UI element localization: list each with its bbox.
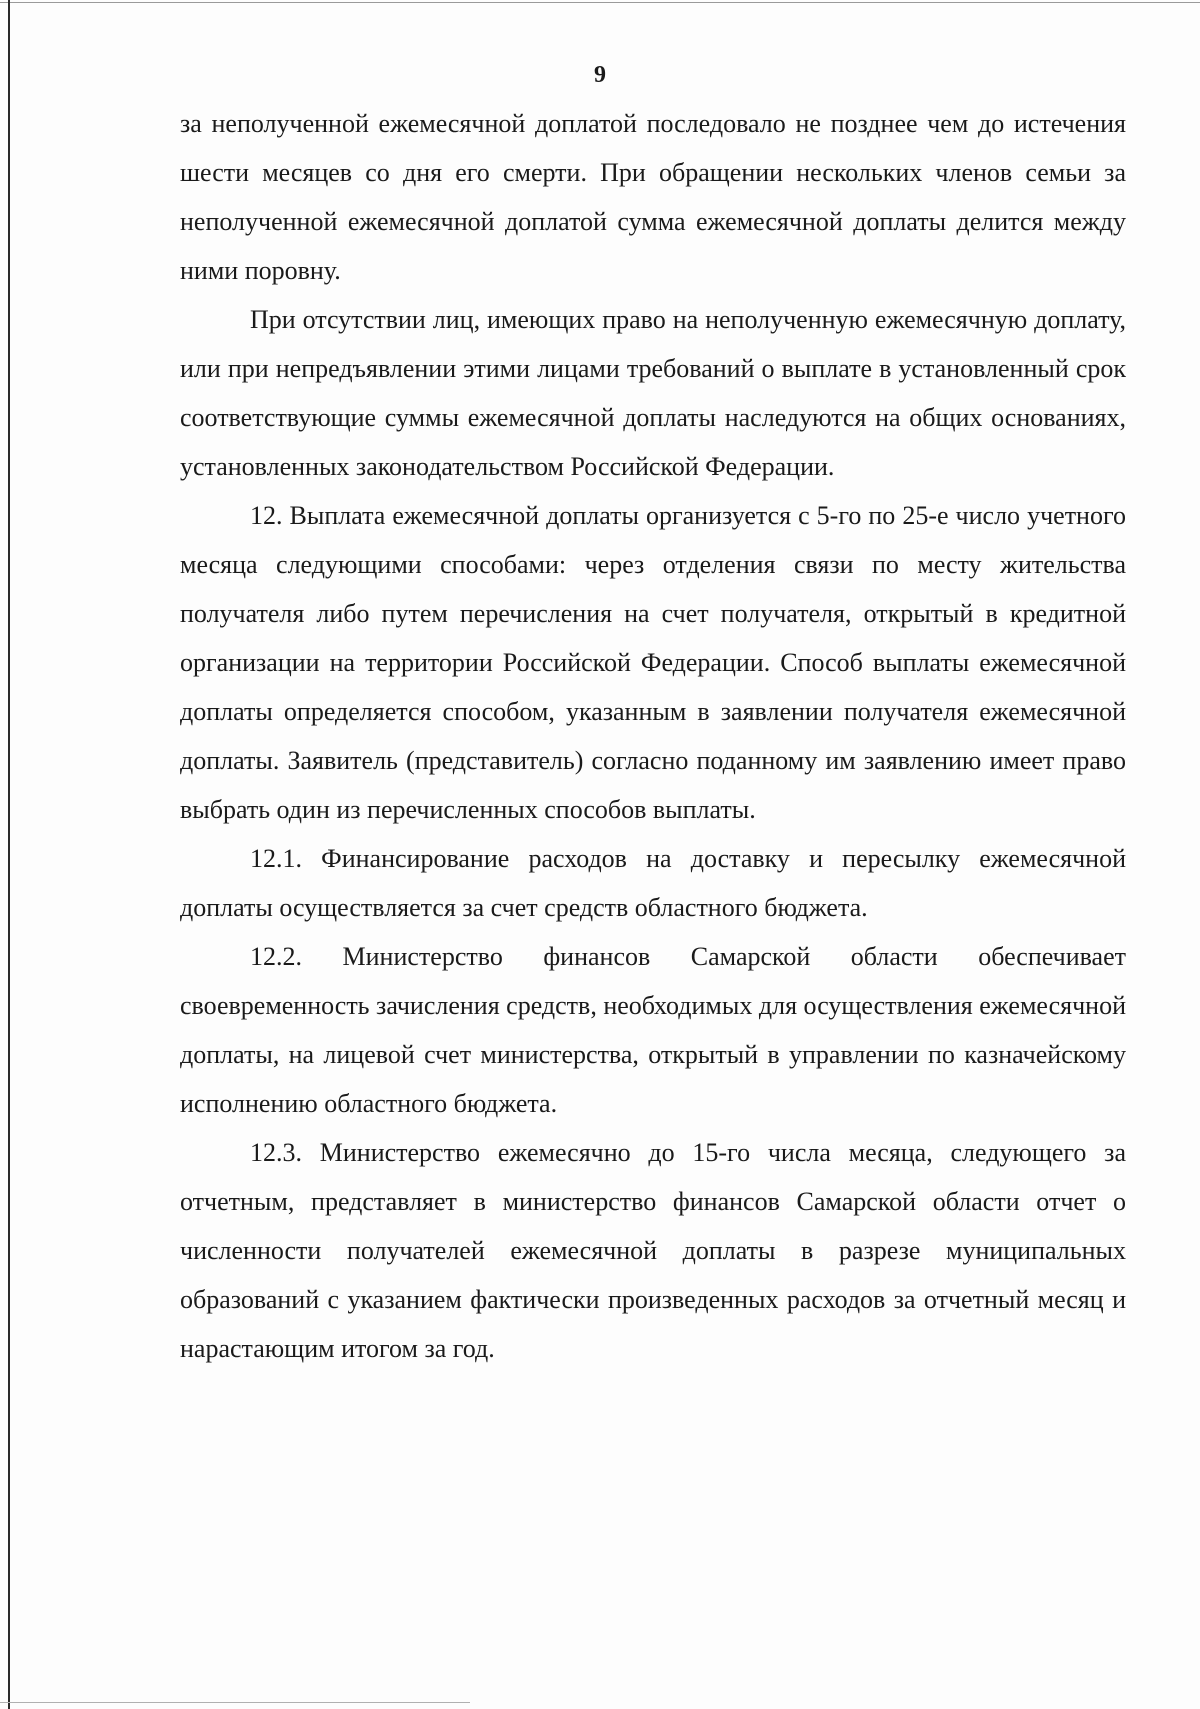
scan-edge-left xyxy=(8,0,10,1709)
paragraph-clause-12-3: 12.3. Министерство ежемесячно до 15-го числа месяца, следующего за отчетным, представляет в министерство финансов Самарской области отчет о численности получателей ежемесячной доплаты в разрезе муниципальных образований с указанием фактически произведенных расходов за отчетный месяц и нарастающим итогом за год. xyxy=(180,1138,1126,1363)
paragraph-inheritance: При отсутствии лиц, имеющих право на неполученную ежемесячную доплату, или при непредъявлении этими лицами требований о выплате в установленный срок соответствующие суммы ежемесячной доплаты наследуются на общих основаниях, установленных законодательством Российской Федерации. xyxy=(180,305,1126,481)
paragraph-clause-12: 12. Выплата ежемесячной доплаты организуется с 5-го по 25-е число учетного месяца следующими способами: через отделения связи по месту жительства получателя либо путем перечисления на счет получателя, открытый в кредитной организации на территории Российской Федерации. Способ выплаты ежемесячной доплаты определяется способом, указанным в заявлении получателя ежемесячной доплаты. Заявитель (представитель) согласно поданному им заявлению имеет право выбрать один из перечисленных способов выплаты. xyxy=(180,501,1126,824)
paragraph-continuation: за неполученной ежемесячной доплатой последовало не позднее чем до истечения шести месяцев со дня его смерти. При обращении нескольких членов семьи за неполученной ежемесячной доплатой сумма ежемесячной доплаты делится между ними поровну. xyxy=(180,109,1126,285)
paragraph-clause-12-2: 12.2. Министерство финансов Самарской области обеспечивает своевременность зачисления средств, необходимых для осуществления ежемесячной доплаты, на лицевой счет министерства, открытый в управлении по казначейскому исполнению областного бюджета. xyxy=(180,942,1126,1118)
document-body xyxy=(180,99,1126,1373)
scan-edge-top xyxy=(0,2,1200,3)
scan-edge-bottom xyxy=(0,1702,470,1703)
page-number: 9 xyxy=(594,62,606,88)
paragraph-clause-12-1: 12.1. Финансирование расходов на доставку и пересылку ежемесячной доплаты осуществляется за счет средств областного бюджета. xyxy=(180,844,1126,922)
